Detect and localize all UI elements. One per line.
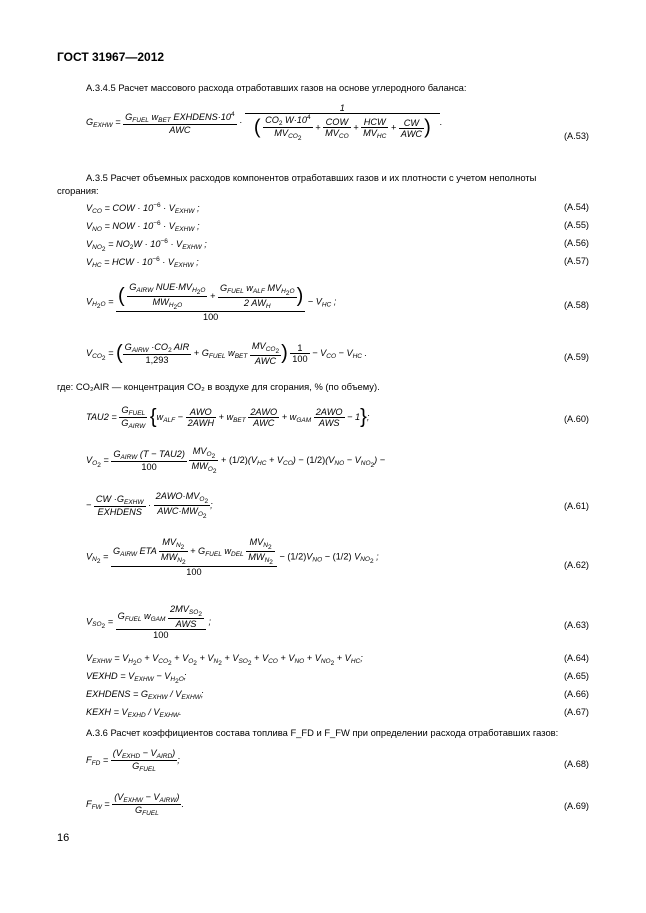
formula-a54: $V_{CO}$ = COW · $10^{-6} \cdot V_{EXHW}$ ; <box>86 202 200 216</box>
formula-a64: $V_{EXHW} = V_{H_2O} + V_{CO_2} + V_{O_2} + V_{N_2} + V_{SO_2} + V_{CO} + V_{NO} + V_{NO_2} + V_{HC}$; <box>86 653 363 667</box>
equation-number-a56: (А.56) <box>563 238 589 248</box>
formula-a69: $F_{FW}$ = $\frac{(V_{EXHW} - V_{AIRW})}{G_{FUEL}}$ . <box>86 792 184 817</box>
formula-a56: $V_{NO_2} = NO_2W \cdot 10^{-6} \cdot V_{EXHW}$ ; <box>86 238 207 254</box>
definition-co2air: где: CO₂AIR — концентрация CO₂ в воздухе для сгорания, % (по объему). <box>57 381 380 392</box>
equation-number-a59: (А.59) <box>563 352 589 362</box>
equation-number-a66: (А.66) <box>563 689 589 699</box>
formula-a63: $V_{SO_2}$ = $G_{FUEL}$ $w_{GAM}$ $\frac{2MV_{SO_2}}{\text{AWS}}$ 100 ; <box>86 604 212 640</box>
formula-a59: $V_{CO_2}$ = ( $\frac{G_{AIRW} \cdot CO_2 AIR}{1,293}$ + $G_{FUEL}$ $w_{BET}$ $\frac{MV_{CO_2}}{\text{AWC}}$ ) $\frac{1}{100}$ − $V_{CO} - V_{HC}$ . <box>86 341 368 366</box>
formula-a62: $V_{N_2}$ = $G_{AIRW}$ ETA $\frac{MV_{N_2}}{MW_{N_2}}$ + $G_{FUEL}$ $w_{DEL}$ $\frac{MV_{N_2}}{MW_{N_2}}$ 100 − $(1/2)V_{NO} - (1/2)$ $V_{NO_2}$ ; <box>86 537 379 577</box>
equation-number-a63: (А.63) <box>563 620 589 630</box>
formula-a61-line2: − $\frac{CW \cdot G_{EXHW}}{\text{EXHDENS}}$ · $\frac{2AWO\cdot MV_{O_2}}{AWC\cdot MW_{O_2}}$ ; <box>86 491 213 520</box>
section-a35-text-cont: сгорания: <box>57 185 99 196</box>
document-header: ГОСТ 31967—2012 <box>57 50 165 64</box>
equation-number-a61: (А.61) <box>563 501 589 511</box>
equation-number-a69: (А.69) <box>563 801 589 811</box>
formula-a61-line1: $V_{O_2}$ = $\frac{G_{AIRW} (T - TAU2)}{100}$ $\frac{MV_{O_2}}{MW_{O_2}}$ + $(1/2)(V_{HC} + V_{CO}) - (1/2)(V_{NO} - V_{NO_2})$ − <box>86 446 386 475</box>
section-a36-text: А.3.6 Расчет коэффициентов состава топлива F_FD и F_FW при определении расхода отработавших газов: <box>86 727 559 738</box>
formula-a65: VEXHD = $V_{EXHW} - V_{H_2O}$; <box>86 671 187 685</box>
formula-a53: $G_{EXHW}$ = $\frac{G_{FUEL} w_{BET} EXHDENS\cdot 10^4}{\text{AWC}}$ · 1 ( $\frac{CO_2 W\cdot 10^4}{MV_{CO_2}}$ + $\frac{\text{COW}}{MV_{CO}}$ + $\frac{\text{HCW}}{MV_{HC}}$ + $\frac{CW}{\text{AWC}}$ ) . <box>86 103 443 143</box>
equation-number-a53: (А.53) <box>563 131 589 141</box>
equation-number-a57: (А.57) <box>563 256 589 266</box>
equation-number-a68: (А.68) <box>563 759 589 769</box>
formula-a68: $F_{FD}$ = $\frac{(V_{EXHD} - V_{AIRD})}{G_{FUEL}}$ ; <box>86 748 180 773</box>
formula-a57: $V_{HC}$ = HCW · $10^{-6} \cdot V_{EXHW}$ ; <box>86 256 199 270</box>
equation-number-a67: (А.67) <box>563 707 589 717</box>
formula-a58: $V_{H_2O}$ = ( $\frac{G_{AIRW} NUE\cdot MV_{H_2O}}{MW_{H_2O}}$ + $\frac{G_{FUEL} w_{ALF} MV_{H_2O}}{2 AW_H}$ ) 100 − $V_{HC}$ ; <box>86 282 337 322</box>
equation-number-a64: (А.64) <box>563 653 589 663</box>
equation-number-a65: (А.65) <box>563 671 589 681</box>
section-a35-text: А.3.5 Расчет объемных расходов компонентов отработавших газов и их плотности с учетом неполноты <box>86 172 537 183</box>
equation-number-a54: (А.54) <box>563 202 589 212</box>
equation-number-a55: (А.55) <box>563 220 589 230</box>
section-a345-text: А.3.4.5 Расчет массового расхода отработавших газов на основе углеродного баланса: <box>86 82 467 93</box>
formula-a66: EXHDENS = $G_{EXHW} / V_{EXHW}$; <box>86 689 204 701</box>
page-number: 16 <box>57 832 70 844</box>
equation-number-a62: (А.62) <box>563 560 589 570</box>
formula-a67: KEXH = $V_{EXHD} / V_{EXHW}$. <box>86 707 182 719</box>
formula-a55: $V_{NO}$ = NOW · $10^{-6} \cdot V_{EXHW}$ ; <box>86 220 200 234</box>
equation-number-a60: (А.60) <box>563 414 589 424</box>
formula-a60: TAU2 = $\frac{G_{FUEL}}{G_{AIRW}}$ {$w_{ALF}$ − $\frac{\text{AWO}}{\text{2AWH}}$ + $w_{BET}$ $\frac{\text{2AWO}}{\text{AWC}}$ + $w_{GAM}$ $\frac{\text{2AWO}}{\text{AWS}}$ − 1}; <box>86 405 370 430</box>
equation-number-a58: (А.58) <box>563 300 589 310</box>
